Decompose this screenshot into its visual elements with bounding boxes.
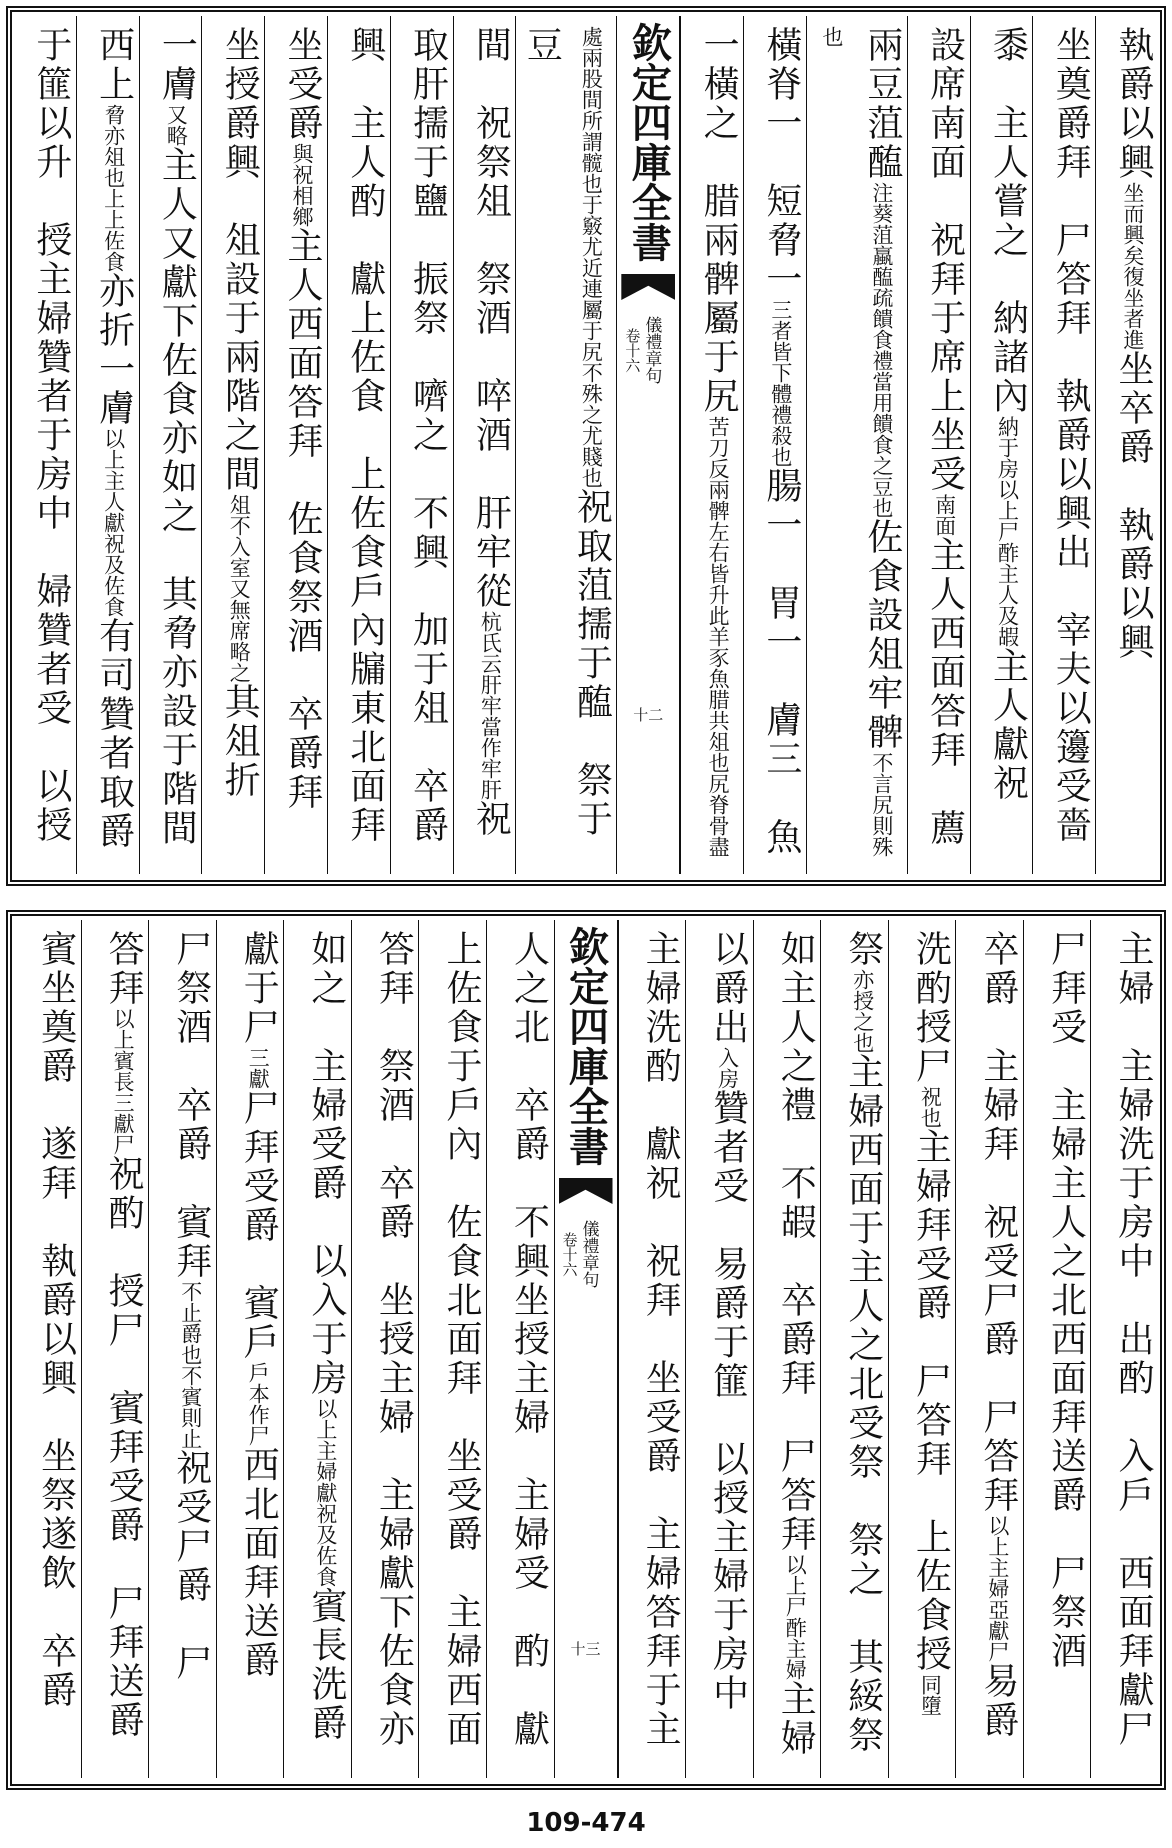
- commentary-note: 南面: [932, 494, 957, 536]
- text-column: [685, 920, 753, 1778]
- text-column: [515, 16, 616, 874]
- text-column: [680, 16, 743, 874]
- main-text: 尸拜受 主婦主人之北西面拜送爵 尸祭酒: [1045, 930, 1087, 1671]
- text-column: [327, 16, 390, 874]
- main-text: 祭: [842, 930, 884, 969]
- main-text: 如之 主婦受爵 以入于房: [305, 930, 347, 1398]
- text-column: [81, 920, 149, 1778]
- main-text: 如主人之禮 不嘏 卒爵拜 尸答拜: [775, 930, 817, 1554]
- main-text: 人之北 卒爵 不興坐授主婦 主婦受 酌 獻: [508, 930, 550, 1749]
- fish-tail-mark: [559, 1178, 613, 1204]
- main-text: 坐奠爵拜 尸答拜 執爵以興出 宰夫以籩受嗇: [1050, 26, 1092, 845]
- main-text: 以爵出: [707, 930, 749, 1047]
- main-text: 賓長洗爵: [305, 1587, 347, 1743]
- main-text: 獻于尸: [238, 930, 280, 1047]
- center-folio: 十三: [570, 1640, 601, 1658]
- text-column: [907, 16, 970, 874]
- text-column: [264, 16, 327, 874]
- text-column: [453, 16, 516, 874]
- main-text: 主婦 主婦洗于房中 出酌 入戶 西面拜獻尸: [1113, 930, 1154, 1749]
- main-text: 尸祭酒 卒爵 賓拜: [170, 930, 212, 1281]
- main-text: 主婦西面于主人之北受祭 祭之 其綏祭: [842, 1053, 884, 1755]
- main-text: 祝取菹擩于醢 祭于豆: [521, 26, 613, 839]
- commentary-note: 注葵菹蠃醢疏饋食禮當用饋食之豆也: [869, 182, 894, 518]
- main-text: 西北面拜送爵: [238, 1446, 280, 1680]
- top-page: [6, 6, 1166, 886]
- main-text: 答拜 祭酒 卒爵 坐授主婦 主婦獻下佐食亦: [373, 930, 415, 1749]
- commentary-note: 以上賓長三獻尸: [111, 1008, 136, 1155]
- commentary-note: 三者皆下體禮殺也: [768, 299, 793, 467]
- commentary-note: 又略: [164, 104, 189, 146]
- text-column: [351, 920, 419, 1778]
- text-column: [390, 16, 453, 874]
- commentary-note: 不言尻則殊也: [819, 26, 894, 857]
- main-text: 佐食設俎牢髀: [861, 518, 903, 752]
- main-text: 尸拜受爵 賓戶: [238, 1089, 280, 1362]
- main-text: 于篚以升 授主婦贊者于房中 婦贊者受 以授: [30, 26, 72, 845]
- text-column: [486, 920, 554, 1778]
- page-number: 109-474: [526, 1808, 646, 1838]
- main-text: 坐受爵: [281, 26, 323, 143]
- main-text: 亦折一膚: [93, 272, 135, 428]
- center-book-name: 儀禮章句: [641, 316, 662, 384]
- main-text: 主人獻祝: [987, 647, 1029, 803]
- center-volume: 卷十六: [623, 328, 642, 373]
- commentary-note: 入房: [715, 1047, 740, 1089]
- main-text: 賓坐奠爵 遂拜 執爵以興 坐祭遂飲 卒爵: [35, 930, 77, 1710]
- main-text: 卒爵 主婦拜 祝受尸爵 尸答拜: [977, 930, 1019, 1515]
- main-text: 祝: [470, 800, 512, 839]
- main-text: 主婦洗酌 獻祝 祝拜 坐受爵 主婦答拜于主: [640, 930, 682, 1749]
- main-text: 兩豆菹醢: [861, 26, 903, 182]
- text-column: [14, 920, 81, 1778]
- commentary-note: 與祝相鄉: [289, 143, 314, 227]
- main-text: 興 主人酌 獻上佐食 上佐食戶內牖東北面拜: [344, 26, 386, 845]
- text-column: [743, 16, 806, 874]
- commentary-note: 坐而興矣復坐者進: [1121, 182, 1145, 350]
- main-text: 腸一 胃一 膚三 魚: [760, 467, 802, 857]
- text-column: [1095, 16, 1158, 874]
- commentary-note: 俎不入室又無席略之: [227, 494, 252, 683]
- text-column: [418, 920, 486, 1778]
- text-column: [1032, 16, 1095, 874]
- text-column: [970, 16, 1033, 874]
- main-text: 答拜: [103, 930, 145, 1008]
- main-text: 坐卒爵 執爵以興: [1113, 350, 1154, 662]
- fish-tail-mark: [621, 274, 675, 300]
- commentary-note: 脅亦俎也上上佐食: [101, 104, 126, 272]
- commentary-note: 以上主婦亞獻尸: [985, 1515, 1010, 1662]
- main-text: 主婦拜受爵 尸答拜 上佐食授: [910, 1128, 952, 1674]
- commentary-note: 以上主婦獻祝及佐食: [313, 1398, 338, 1587]
- text-column: [139, 16, 202, 874]
- commentary-note: 亦授之也: [850, 969, 875, 1053]
- center-title: 欽定四庫全書: [625, 22, 673, 262]
- main-text: 有司贊者取爵: [93, 617, 135, 851]
- text-column: [216, 920, 284, 1778]
- commentary-note: 以上尸酢主婦: [783, 1554, 808, 1680]
- commentary-note: 苦刀反兩髀左右皆升此羊豕魚腊共俎也尻脊骨盡: [706, 416, 731, 857]
- text-column: [888, 920, 956, 1778]
- center-strip: [616, 16, 680, 874]
- commentary-note: 祝也: [918, 1086, 943, 1128]
- text-column: [820, 920, 888, 1778]
- center-book-name: 儀禮章句: [578, 1220, 599, 1288]
- text-column: [618, 920, 686, 1778]
- commentary-note: 納于房以上尸酢主人及嘏: [995, 416, 1020, 647]
- main-text: 黍 主人嘗之 納諸內: [987, 26, 1029, 416]
- text-column: [148, 920, 216, 1778]
- main-text: 主人西面答拜 佐食祭酒 卒爵拜: [281, 227, 323, 812]
- bottom-page: [6, 910, 1166, 1790]
- text-column: [283, 920, 351, 1778]
- center-volume: 卷十六: [560, 1232, 579, 1277]
- main-text: 主人又獻下佐食亦如之 其脅亦設于階間: [156, 146, 198, 848]
- commentary-note: 杭氏云肝牢當作牢肝: [478, 611, 503, 800]
- main-text: 祝酌 授尸 賓拜受爵 尸拜送爵: [103, 1155, 145, 1740]
- text-column: [1023, 920, 1091, 1778]
- text-column: [806, 16, 907, 874]
- main-text: 取肝擩于鹽 振祭 嚌之 不興 加于俎 卒爵: [407, 26, 449, 845]
- main-text: 主婦: [775, 1680, 817, 1758]
- main-text: 西上: [93, 26, 135, 104]
- main-text: 祝受尸爵 尸: [170, 1449, 212, 1683]
- text-column: [1090, 920, 1158, 1778]
- main-text: 橫脊一 短脅一: [760, 26, 802, 299]
- commentary-note: 不止爵也不賓則止: [178, 1281, 203, 1449]
- center-strip: [554, 920, 618, 1778]
- commentary-note: 三獻: [246, 1047, 271, 1089]
- main-text: 易爵: [977, 1662, 1019, 1740]
- main-text: 一膚: [156, 26, 198, 104]
- main-text: 間 祝祭俎 祭酒 啐酒 肝牢從: [470, 26, 512, 611]
- text-column: [14, 16, 76, 874]
- text-column: [201, 16, 264, 874]
- center-folio: 十二: [633, 706, 664, 724]
- text-column: [753, 920, 821, 1778]
- main-text: 贊者受 易爵于篚 以授主婦于房中: [707, 1089, 749, 1713]
- main-text: 設席南面 祝拜于席上坐受: [924, 26, 966, 494]
- main-text: 執爵以興: [1113, 26, 1154, 182]
- center-title: 欽定四庫全書: [562, 926, 610, 1166]
- main-text: 洗酌授尸: [910, 930, 952, 1086]
- commentary-note: 同墮: [918, 1674, 943, 1716]
- text-column: [955, 920, 1023, 1778]
- commentary-note: 以上主人獻祝及佐食: [101, 428, 126, 617]
- main-text: 上佐食于戶內 佐食北面拜 坐受爵 主婦西面: [440, 930, 482, 1749]
- commentary-note: 戶本作尸: [246, 1362, 271, 1446]
- commentary-note: 處兩股間所謂髋也于竅尤近連屬于尻不殊之尤賤也: [579, 26, 604, 488]
- main-text: 坐授爵興 俎設于兩階之間: [219, 26, 261, 494]
- main-text: 其俎折: [219, 683, 261, 800]
- main-text: 一橫之 腊兩髀屬于尻: [698, 26, 740, 416]
- text-column: [76, 16, 139, 874]
- main-text: 主人西面答拜 薦: [924, 536, 966, 848]
